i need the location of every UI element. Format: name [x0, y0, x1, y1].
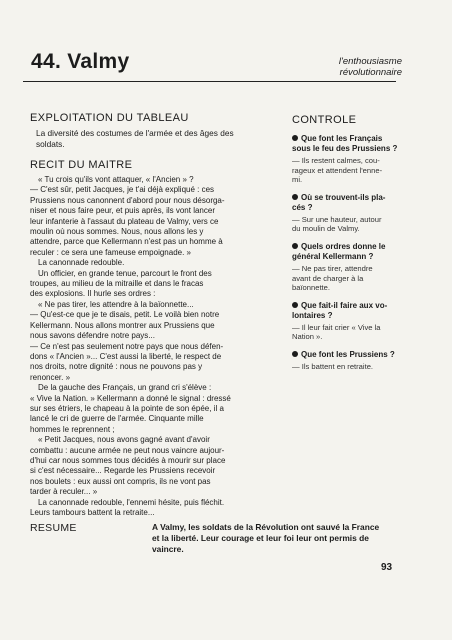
- recit-line: attendre, parce que Kellermann n'est pas un homme à: [30, 237, 223, 247]
- recit-line: moulin où nous sommes. Nous, nous allons les y: [30, 227, 204, 237]
- controle-question-text: lontaires ?: [292, 310, 333, 320]
- recit-line: d'hui car nous sommes tous décidés à mourir sur place: [30, 455, 226, 465]
- subtitle-line-1: l'enthousiasme: [338, 56, 402, 67]
- right-column: [292, 114, 412, 380]
- recit-line: — C'est sûr, petit Jacques, je t'ai déjà expliqué : ces: [30, 185, 215, 195]
- recit-line: La canonnade redouble, l'ennemi hésite, puis fléchit.: [38, 497, 225, 507]
- controle-answer-line: Nation ».: [292, 332, 323, 342]
- controle-item: [292, 350, 412, 372]
- controle-question-text: Que fait-il faire aux vo-: [301, 300, 388, 310]
- recit-line: La canonnade redouble.: [38, 258, 125, 268]
- controle-question-text: Où se trouvent-ils pla-: [301, 192, 386, 202]
- controle-item: [292, 134, 412, 185]
- controle-question-text: Que font les Français: [301, 134, 383, 143]
- controle-answer-line: rageux et attendent l'enne-: [292, 165, 383, 175]
- bullet-icon: [292, 194, 298, 200]
- recit-line: combattu : aucune armée ne peut nous vaincre aujour-: [30, 445, 225, 455]
- controle-answer-line: — Ils restent calmes, cou-: [292, 156, 380, 165]
- recit-line: nous savons défendre notre pays...: [30, 331, 155, 341]
- recit-line: Leurs tambours battent la retraite...: [30, 508, 155, 517]
- recit-heading: RECIT DU MAITRE: [30, 159, 133, 171]
- controle-question-line: [292, 144, 412, 154]
- left-column: [30, 112, 278, 518]
- recit-line: Kellermann. Nous allons montrer aux Prussiens que: [30, 320, 215, 330]
- controle-item: [292, 301, 412, 342]
- controle-item: [292, 242, 412, 293]
- controle-answer-line: — Ils battent en retraite.: [292, 361, 374, 371]
- controle-item: [292, 193, 412, 234]
- exploitation-text: [30, 128, 278, 149]
- controle-answer-line: — Il leur fait crier « Vive la: [292, 322, 381, 332]
- bullet-icon: [292, 243, 298, 249]
- recit-line: niser et nous faire peur, et puis après, ils vont lancer: [30, 206, 215, 216]
- controle-question-line: [292, 134, 412, 144]
- controle-answer-line: — Ne pas tirer, attendre: [292, 263, 373, 273]
- recit-line: si c'est nécessaire... Regarde les Prussiens recevoir: [30, 466, 216, 476]
- recit-line: « Ne pas tirer, les attendre à la baïonnette...: [38, 299, 194, 309]
- controle-question-text: sous le feu des Prussiens ?: [292, 144, 398, 153]
- recit-line: « Petit Jacques, nous avons gagné avant d'avoir: [38, 435, 210, 445]
- recit-line: hommes le reprennent ;: [30, 424, 115, 434]
- exploitation-line: La diversité des costumes de l'armée et des âges des: [36, 128, 234, 138]
- controle-question-line: [292, 203, 412, 213]
- recit-line: — Qu'est-ce que je te disais, petit. Le voilà bien notre: [30, 310, 220, 320]
- page-subtitle: [339, 56, 402, 78]
- controle-question-text: Quels ordres donne le: [301, 241, 386, 251]
- controle-question-line: [292, 350, 412, 360]
- controle-question-line: [292, 311, 412, 321]
- controle-list: [292, 134, 412, 372]
- bullet-icon: [292, 351, 298, 357]
- controle-answer-line: — Sur une hauteur, autour: [292, 214, 382, 224]
- controle-heading: CONTROLE: [292, 114, 357, 126]
- resume-line-1: A Valmy, les soldats de la Révolution ont sauvé la France: [152, 522, 380, 532]
- recit-line: leur infanterie à l'assaut du plateau de Valmy, vers ce: [30, 216, 219, 226]
- resume-text: [152, 522, 392, 555]
- controle-answer-line: du moulin de Valmy.: [292, 224, 360, 234]
- controle-answer-line: avant de charger à la: [292, 273, 364, 283]
- recit-line: tarder à reculer... »: [30, 487, 98, 497]
- page-number: 93: [381, 562, 393, 573]
- recit-line: nos droits, notre dignité : nous ne pouvons pas y: [30, 362, 203, 372]
- controle-question-text: Que font les Prussiens ?: [301, 349, 395, 359]
- page-title: 44. Valmy: [31, 50, 130, 73]
- controle-question-line: [292, 193, 412, 203]
- recit-line: — Ce n'est pas seulement notre pays que nous défen-: [30, 341, 224, 351]
- recit-line: Prussiens nous canonnent d'abord pour nous désorga-: [30, 195, 225, 205]
- controle-question-line: [292, 242, 412, 252]
- recit-line: dons « l'Ancien »... C'est aussi la liberté, le respect de: [30, 351, 222, 361]
- controle-question-text: général Kellermann ?: [292, 251, 374, 261]
- subtitle-line-2: révolutionnaire: [339, 67, 402, 78]
- title-rule: [23, 81, 396, 82]
- exploitation-line: soldats.: [36, 138, 65, 149]
- recit-line: troupes, au milieu de la mitraille et dans le fracas: [30, 279, 204, 289]
- recit-line: Un officier, en grande tenue, parcourt le front des: [38, 268, 212, 278]
- recit-line: lancé le cri de guerre de l'armée. Cinquante mille: [30, 414, 204, 424]
- exploitation-heading: EXPLOITATION DU TABLEAU: [30, 112, 189, 124]
- controle-answer-line: mi.: [292, 175, 303, 185]
- recit-line: renoncer. »: [30, 372, 71, 382]
- recit-line: De la gauche des Français, un grand cri s'élève :: [38, 383, 212, 393]
- controle-answer-line: baïonnette.: [292, 283, 331, 293]
- recit-body: [30, 175, 278, 518]
- recit-line: « Vive la Nation. » Kellermann a donné le signal : dressé: [30, 393, 231, 403]
- recit-line: sur ses étriers, le chapeau à la pointe de son épée, il a: [30, 403, 224, 413]
- controle-question-text: cés ?: [292, 202, 313, 212]
- recit-line: reculer : ce sera une fameuse empoignade. »: [30, 247, 191, 257]
- controle-question-line: [292, 301, 412, 311]
- resume-line-2: et la liberté. Leur courage et leur foi leur ont permis de vaincre.: [152, 533, 369, 554]
- bullet-icon: [292, 302, 298, 308]
- resume-label: RESUME: [30, 522, 77, 534]
- controle-question-line: [292, 252, 412, 262]
- recit-line: « Tu crois qu'ils vont attaquer, « l'Ancien » ?: [38, 175, 194, 184]
- recit-line: nos boulets : eux aussi ont compris, ils ne vont pas: [30, 476, 211, 486]
- recit-line: des explosions. Il hurle ses ordres :: [30, 289, 156, 299]
- bullet-icon: [292, 135, 298, 141]
